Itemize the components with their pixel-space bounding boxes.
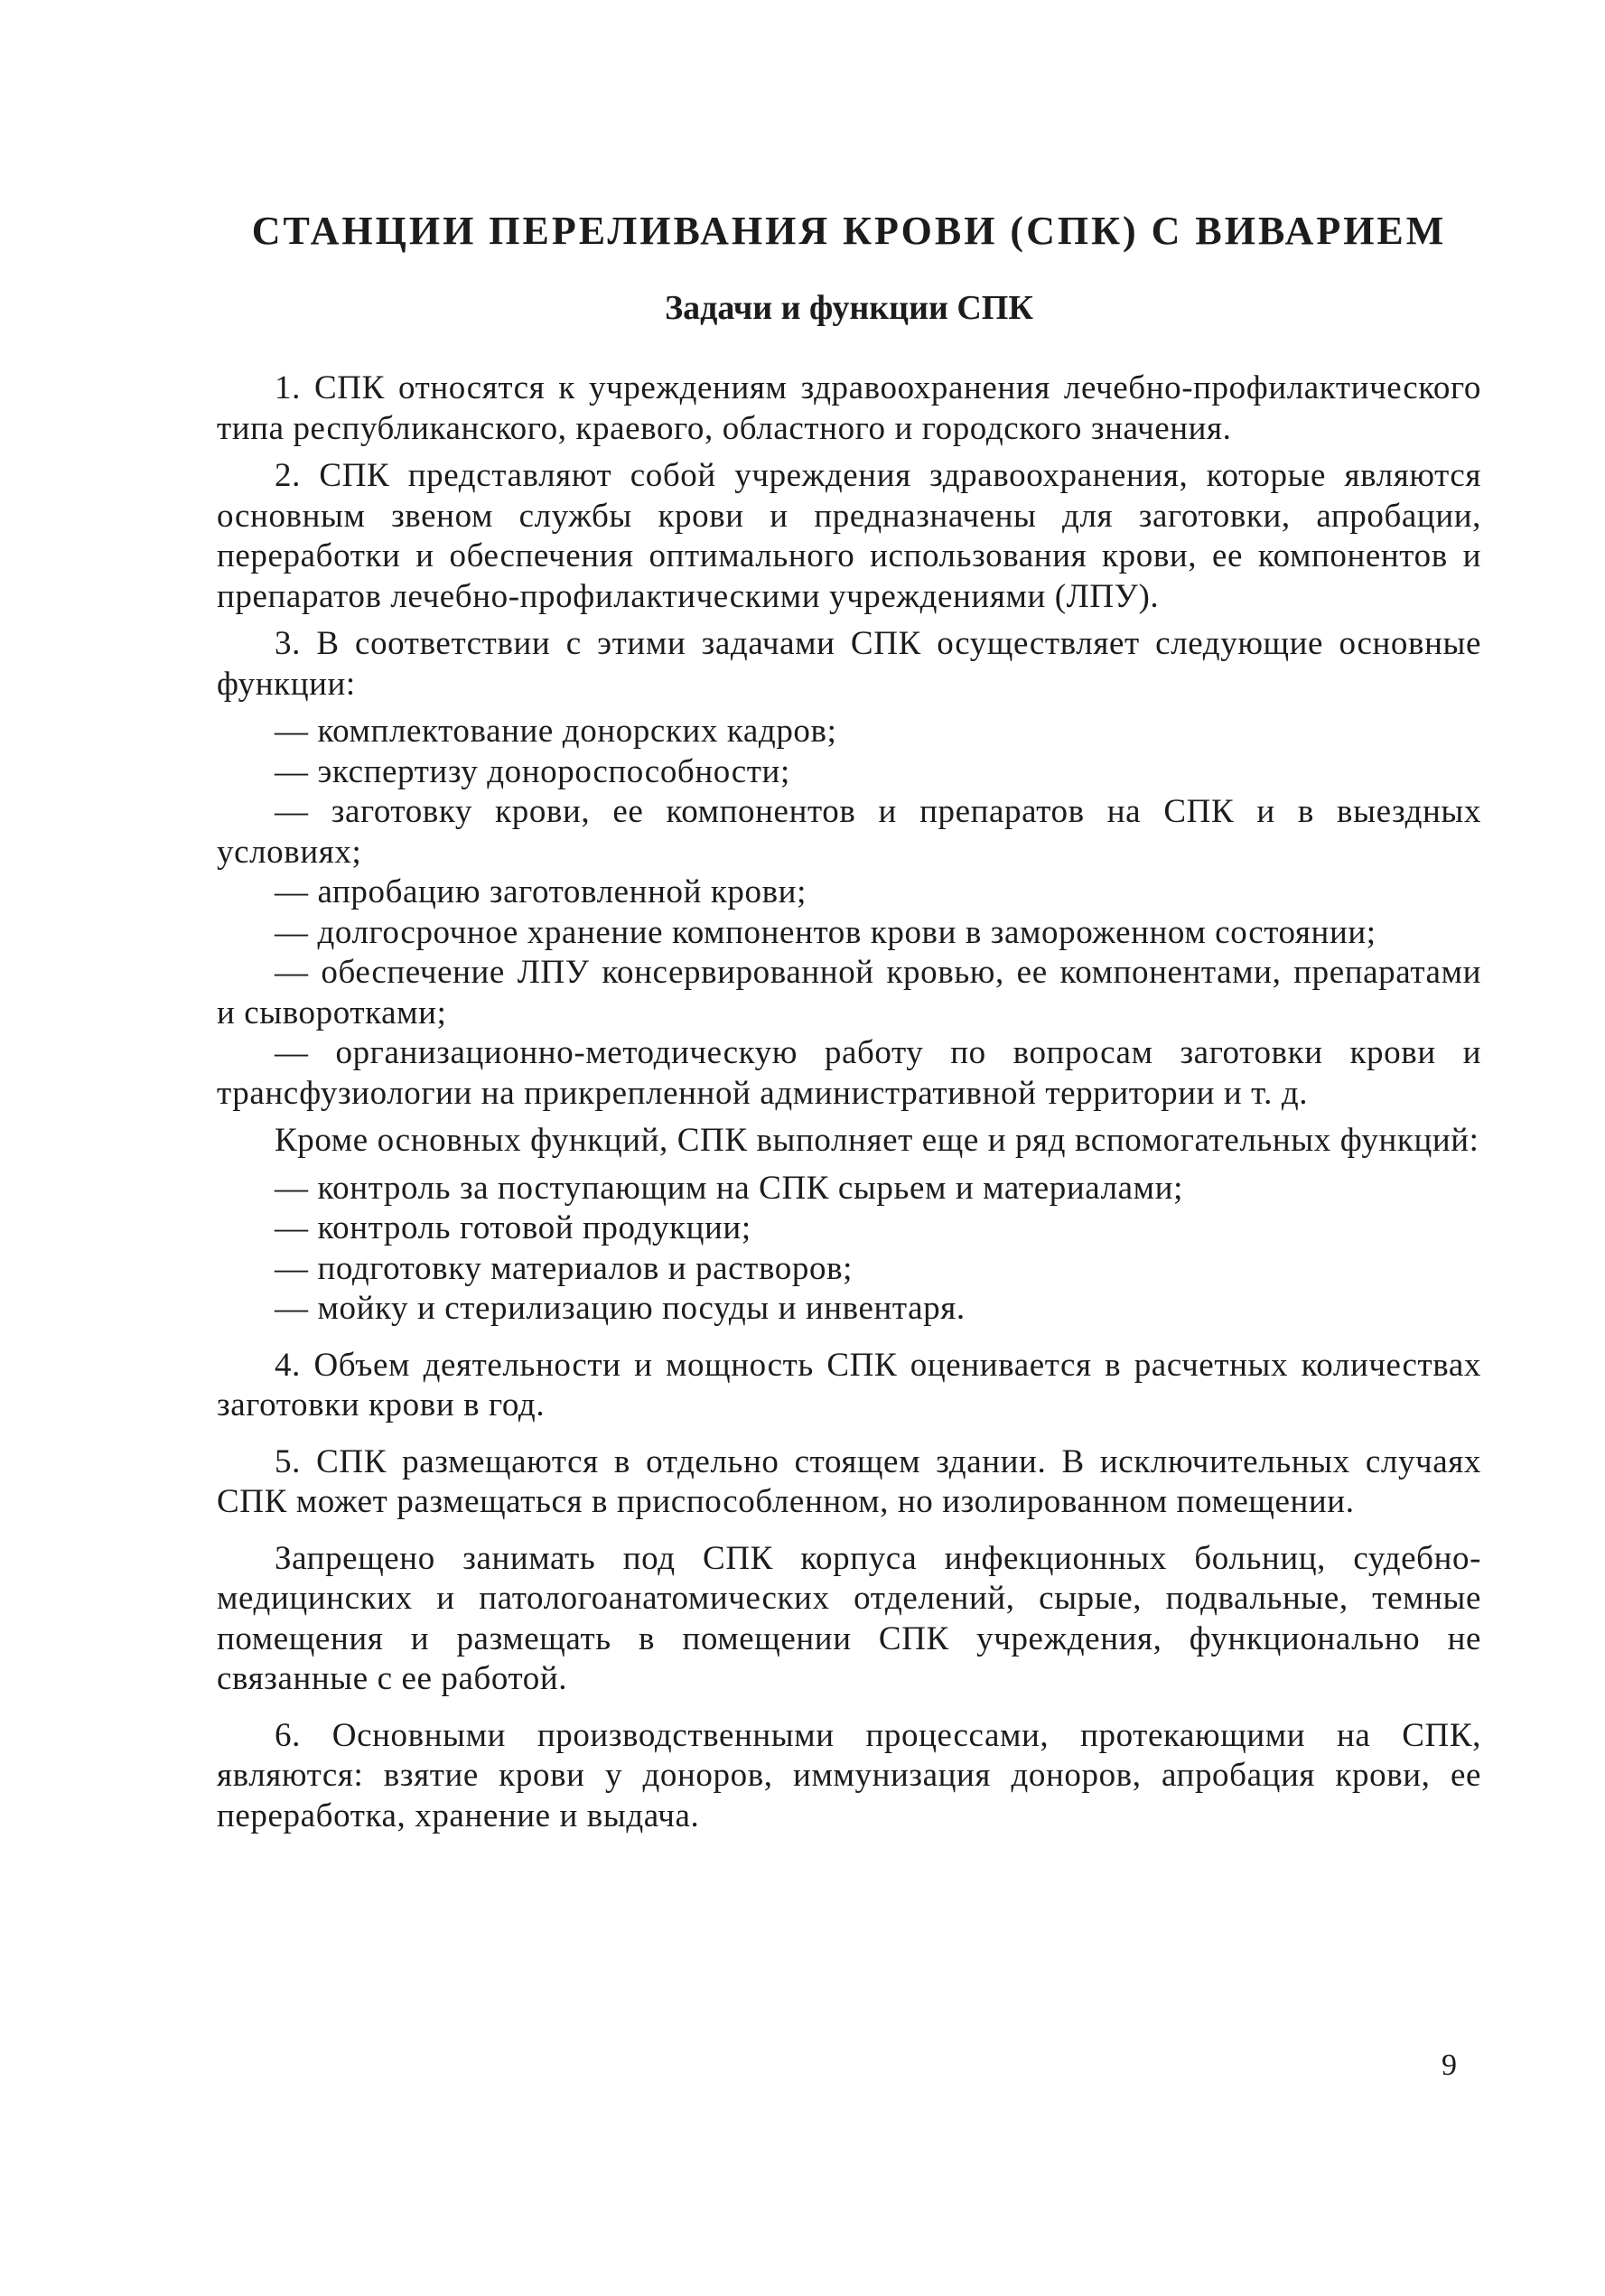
section-subtitle: Задачи и функции СПК [665,288,1033,327]
auxiliary-functions-intro: Кроме основных функций, СПК выполняет еще и ряд вспомогательных функций: [275,1122,1479,1160]
list-item: — обеспечение ЛПУ консервированной кровью, ее компонентами, препаратами и сыворотками; [217,954,1481,1031]
paragraph-2: 2. СПК представляют собой учреждения здравоохранения, которые являются основным звеном службы крови и предназначены для заготовки, апробации, переработки и обеспечения оптимального использования крови, ее компонентов и препаратов лечебно-профилактическими учреждениями (ЛПУ). [217,457,1481,615]
page-number: 9 [1442,2049,1457,2082]
list-item: — контроль готовой продукции; [275,1209,751,1247]
list-item: — организационно-методическую работу по вопросам заготовки крови и трансфузиологии на прикрепленной административной территории и т. д. [217,1034,1481,1112]
list-item: — подготовку материалов и растворов; [275,1249,854,1287]
paragraph-4: 4. Объем деятельности и мощность СПК оценивается в расчетных количествах заготовки крови в год. [217,1346,1481,1424]
page-title: СТАНЦИИ ПЕРЕЛИВАНИЯ КРОВИ (СПК) С ВИВАРИЕМ [251,209,1447,253]
prohibition-paragraph: Запрещено занимать под СПК корпуса инфекционных больниц, судебно-медицинских и патологоанатомических отделений, сырые, подвальные, темные помещения и размещать в помещении СПК учреждения, функционально не связанные с ее работой. [217,1539,1481,1698]
list-item: — долгосрочное хранение компонентов крови в замороженном состоянии; [275,913,1376,951]
paragraph-6: 6. Основными производственными процессами, протекающими на СПК, являются: взятие крови у доноров, иммунизация доноров, апробация крови, ее переработка, хранение и выдача. [217,1716,1481,1834]
auxiliary-functions-list [217,1169,1481,1330]
list-item: — экспертизу донороспособности; [275,752,790,790]
paragraph-5: 5. СПК размещаются в отдельно стоящем здании. В исключительных случаях СПК может размещаться в приспособленном, но изолированном помещении. [217,1442,1481,1521]
list-item: — апробацию заготовленной крови; [275,873,807,911]
paragraph-3: 3. В соответствии с этими задачами СПК осуществляет следующие основные функции: [217,625,1481,703]
paragraph-1: 1. СПК относятся к учреждениям здравоохранения лечебно-профилактического типа республиканского, краевого, областного и городского значения. [217,369,1481,447]
list-item: — контроль за поступающим на СПК сырьем и материалами; [275,1169,1183,1207]
main-functions-list [217,712,1481,1114]
document-page [217,208,1481,1843]
list-item: — мойку и стерилизацию посуды и инвентаря. [275,1290,966,1328]
list-item: — комплектование донорских кадров; [275,713,837,751]
list-item: — заготовку крови, ее компонентов и препаратов на СПК и в выездных условиях; [217,793,1481,871]
